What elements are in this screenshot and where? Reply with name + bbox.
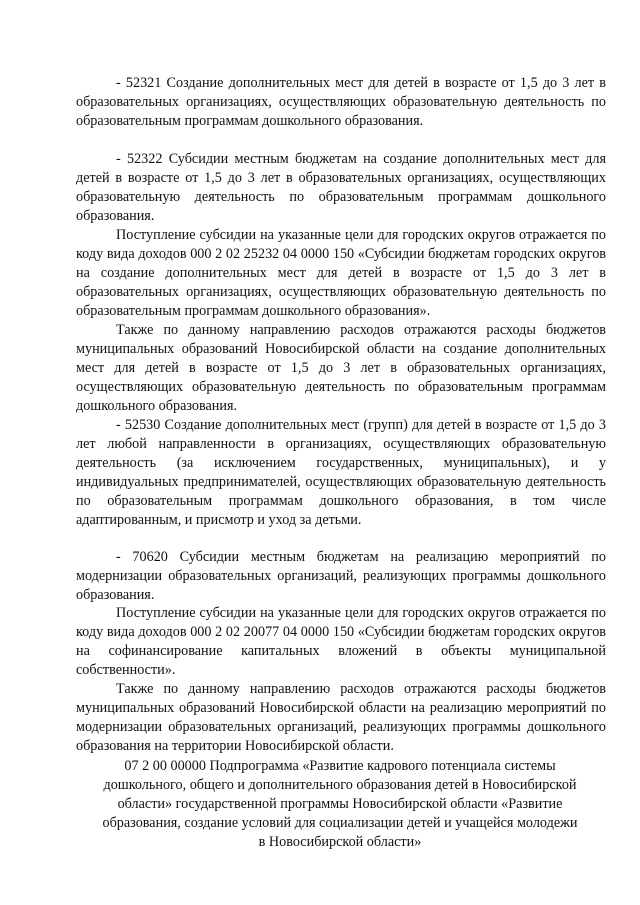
paragraph-52530: - 52530 Создание дополнительных мест (групп) для детей в возрасте от 1,5 до 3 лет любой направленности в организациях, осуществляющих образовательную деятельность (за исключением государственных, муниципальных), и у индивидуальных предпринимателей, осуществляющих образовательную деятельность по образовательным программам дошкольного образования, в том числе адаптированным, и присмотр и уход за детьми. bbox=[76, 417, 606, 528]
paragraph-70620-revenue: Поступление субсидии на указанные цели для городских округов отражается по коду вида доходов 000 2 02 20077 04 0000 150 «Субсидии бюджетам городских округов на софинансирование капитальных вложений в объекты муниципальной собственности». bbox=[76, 605, 606, 678]
paragraph-52322: - 52322 Субсидии местным бюджетам на создание дополнительных мест для детей в возрасте от 1,5 до 3 лет в образовательных организациях, осуществляющих образовательную деятельность по образовательным программам дошкольного образования. bbox=[76, 151, 606, 224]
paragraph-70620-expenses: Также по данному направлению расходов отражаются расходы бюджетов муниципальных образований Новосибирской области на реализацию мероприятий по модернизации образовательных организаций, реализующих программы дошкольного образования на территории Новосибирской области. bbox=[76, 681, 606, 754]
paragraph-52322-expenses: Также по данному направлению расходов отражаются расходы бюджетов муниципальных образований Новосибирской области на создание дополнительных мест для детей в возрасте от 1,5 до 3 лет в образовательных организациях, осуществляющих образовательную деятельность по образовательным программам дошкольного образования. bbox=[76, 322, 606, 414]
subprogram-heading: 07 2 00 00000 Подпрограмма «Развитие кадрового потенциала системы дошкольного, общего и дополнительного образования детей в Новосибирской области» государственной программы Новосибирской области «Развитие образования, создание условий для социализации детей и учащейся молодежи в Новосибирской области» bbox=[102, 758, 578, 850]
paragraph-52321: - 52321 Создание дополнительных мест для детей в возрасте от 1,5 до 3 лет в образовательных организациях, осуществляющих образовательную деятельность по образовательным программам дошкольного образования. bbox=[76, 75, 606, 129]
paragraph-52322-revenue: Поступление субсидии на указанные цели для городских округов отражается по коду вида доходов 000 2 02 25232 04 0000 150 «Субсидии бюджетам городских округов на создание дополнительных мест для детей в возрасте от 1,5 до 3 лет в образовательных организациях, осуществляющих образовательную деятельность по образовательным программам дошкольного образования». bbox=[76, 227, 606, 319]
paragraph-70620: - 70620 Субсидии местным бюджетам на реализацию мероприятий по модернизации образовательных организаций, реализующих программы дошкольного образования. bbox=[76, 549, 606, 603]
